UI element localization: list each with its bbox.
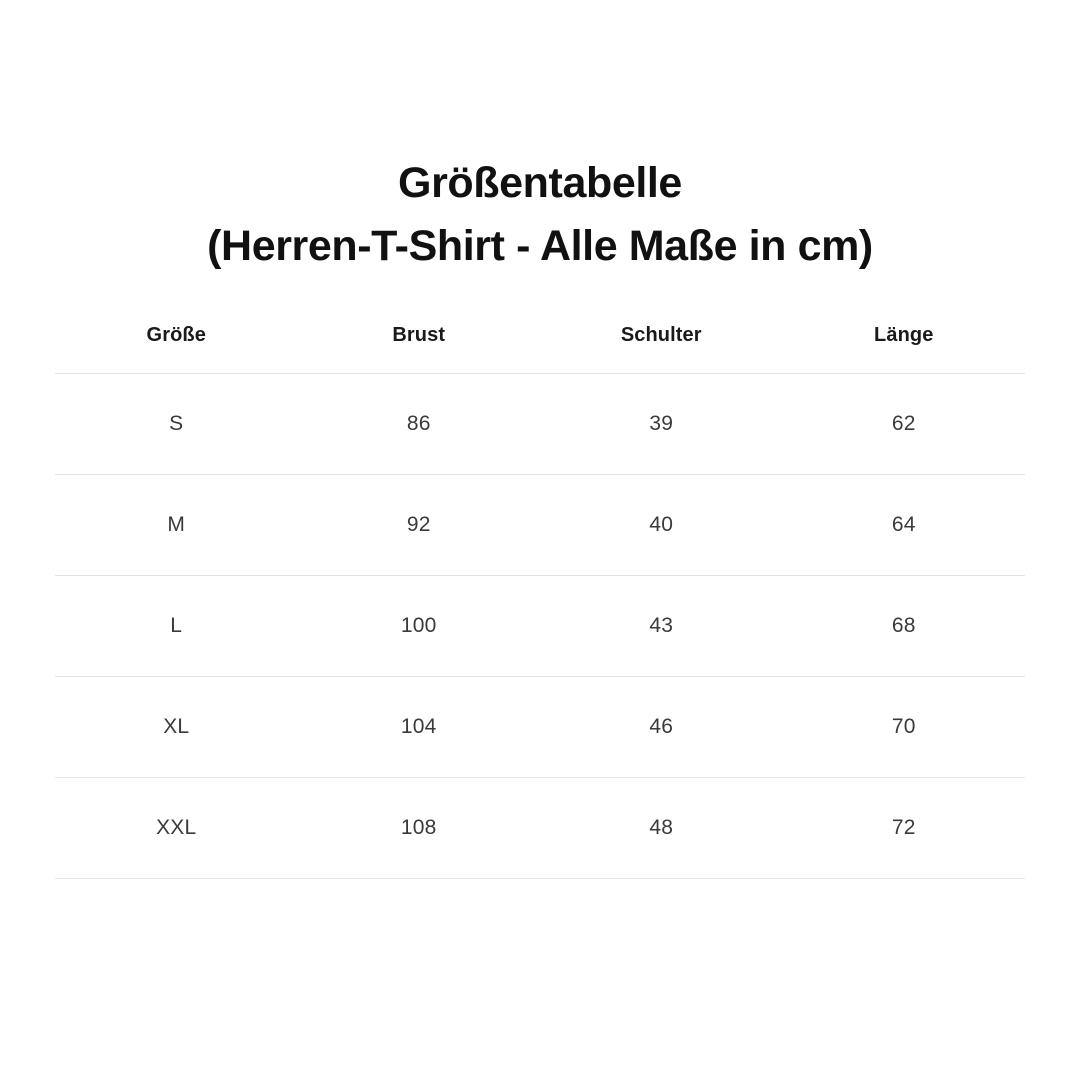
column-header-size: Größe (146, 323, 206, 346)
cell-size: S (169, 411, 184, 435)
column-header-chest: Brust (392, 323, 446, 346)
size-table-header (55, 318, 1025, 374)
page-title-line-2: (Herren-T-Shirt - Alle Maße in cm) (207, 221, 873, 270)
column-header-shoulder: Schulter (620, 323, 702, 346)
page-title-line-1: Größentabelle (398, 159, 682, 207)
cell-size: XXL (156, 815, 197, 839)
cell-length: 62 (891, 411, 916, 435)
cell-chest: 92 (406, 512, 431, 536)
cell-shoulder: 46 (649, 714, 674, 738)
cell-length: 70 (891, 714, 916, 738)
cell-size: L (170, 613, 183, 637)
cell-shoulder: 43 (649, 613, 674, 637)
cell-chest: 104 (400, 714, 437, 738)
cell-chest: 86 (406, 411, 431, 435)
cell-chest: 108 (400, 815, 437, 839)
cell-size: M (167, 512, 186, 536)
cell-length: 64 (891, 512, 916, 536)
cell-chest: 100 (400, 613, 437, 637)
size-table-container (55, 318, 1025, 879)
table-header-row (55, 318, 1025, 374)
table-row (55, 777, 1025, 878)
table-row (55, 474, 1025, 575)
page-title (0, 152, 1080, 278)
size-table-body (55, 373, 1025, 878)
cell-length: 68 (891, 613, 916, 637)
cell-length: 72 (891, 815, 916, 839)
column-header-length: Länge (874, 323, 934, 346)
cell-size: XL (163, 714, 190, 738)
cell-shoulder: 40 (649, 512, 674, 536)
size-table (55, 318, 1025, 879)
cell-shoulder: 48 (649, 815, 674, 839)
table-row (55, 373, 1025, 474)
table-row (55, 676, 1025, 777)
table-row (55, 575, 1025, 676)
cell-shoulder: 39 (649, 411, 674, 435)
